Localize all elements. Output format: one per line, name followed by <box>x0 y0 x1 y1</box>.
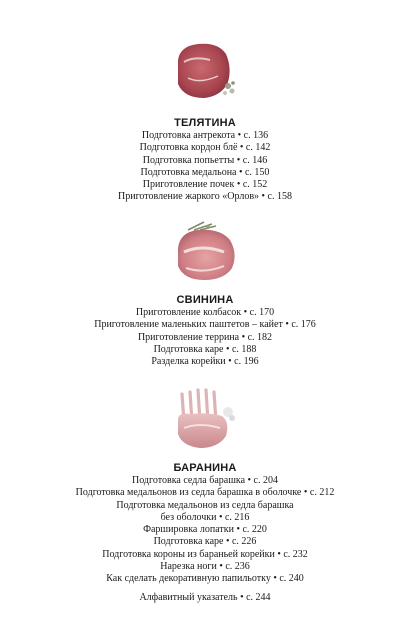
list-item[interactable]: Подготовка антрекота • с. 136 <box>141 130 269 141</box>
list-item[interactable]: без оболочки • с. 216 <box>160 511 250 523</box>
list-item[interactable]: Подготовка медальонов из седла барашка <box>116 499 294 511</box>
section-lamb <box>0 461 410 586</box>
list-item[interactable]: Приготовление террина • с. 182 <box>137 331 273 343</box>
list-item[interactable]: Приготовление колбасок • с. 170 <box>135 307 275 318</box>
list-item[interactable]: Подготовка медальонов из седла барашка в оболочке • с. 212 <box>75 487 335 499</box>
list-item[interactable]: Подготовка попьетты • с. 146 <box>142 154 268 166</box>
list-item[interactable]: Разделка корейки • с. 196 <box>151 356 259 368</box>
section-title: ТЕЛЯТИНА <box>174 117 236 129</box>
list-item[interactable]: Приготовление почек • с. 152 <box>142 179 268 191</box>
list-item[interactable]: Подготовка каре • с. 188 <box>153 343 257 355</box>
list-item[interactable]: Фаршировка лопатки • с. 220 <box>143 524 267 536</box>
list-item[interactable]: Как сделать декоративную папильотку • с. 240 <box>106 573 304 585</box>
lamb-rack-photo <box>170 382 240 454</box>
list-item[interactable]: Подготовка седла барашка • с. 204 <box>132 475 278 486</box>
list-item[interactable]: Нарезка ноги • с. 236 <box>160 561 250 573</box>
entry-list <box>0 475 410 586</box>
list-item[interactable]: Подготовка медальона • с. 150 <box>140 166 270 178</box>
section-veal <box>0 116 410 204</box>
list-item[interactable]: Подготовка каре • с. 226 <box>153 536 257 548</box>
section-pork <box>0 293 410 368</box>
list-item[interactable]: Приготовление маленьких паштетов – кайет • с. 176 <box>94 319 316 331</box>
section-title: БАРАНИНА <box>173 462 237 474</box>
list-item[interactable]: Подготовка короны из бараньей корейки • с. 232 <box>102 548 308 560</box>
entry-list <box>0 307 410 368</box>
entry-list <box>0 130 410 204</box>
veal-meat-photo <box>170 38 240 104</box>
list-item[interactable]: Подготовка кордон блё • с. 142 <box>139 142 271 154</box>
pork-meat-photo <box>168 218 242 284</box>
list-item[interactable]: Приготовление жаркого «Орлов» • с. 158 <box>118 191 292 203</box>
section-title: СВИНИНА <box>176 294 234 306</box>
alphabetical-index-entry[interactable]: Алфавитный указатель • с. 244 <box>139 592 271 603</box>
